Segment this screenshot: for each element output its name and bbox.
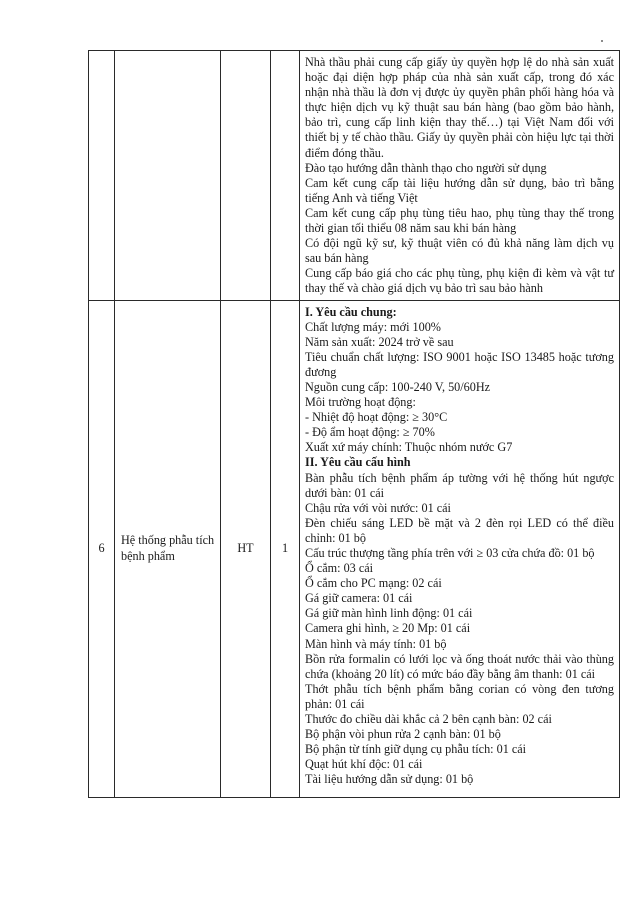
spec-line: Thước đo chiều dài khắc cả 2 bên cạnh bàn: 02 cái xyxy=(305,712,552,727)
spec-cell xyxy=(300,300,620,797)
spec-line: Đào tạo hướng dẫn thành thạo cho người sử dụng xyxy=(305,160,547,175)
spec-line: Bộ phận vòi phun rửa 2 cạnh bàn: 01 bộ xyxy=(305,727,501,742)
general-requirements xyxy=(305,320,614,456)
spec-line: Ổ cắm cho PC mạng: 02 cái xyxy=(305,576,442,591)
row-number-cell xyxy=(89,51,115,301)
spec-line: Nhà thầu phải cung cấp giấy ủy quyền hợp lệ do nhà sản xuất hoặc đại diện hợp pháp của nhà sản xuất cấp, trong đó xác nhận nhà thầu là đơn vị được ủy quyền phân phối hàng hóa và thực hiện dịch vụ kỹ thuật sau bán hàng (bao gồm bảo hành, bảo trì, cung cấp linh kiện thay thế…) tại Việt Nam đối với thiết bị y tế chào thầu. Giấy ủy quyền phải còn hiệu lực tại thời điểm đóng thầu. xyxy=(305,55,614,160)
spec-text xyxy=(300,51,619,300)
spec-line: Cam kết cung cấp phụ tùng tiêu hao, phụ tùng thay thế trong thời gian tối thiểu 08 năm sau khi bán hàng xyxy=(305,205,614,236)
spec-line: Bồn rửa formalin có lưới lọc và ống thoát nước thải vào thùng chứa (khoảng 20 lít) có mức báo đầy bằng âm thanh: 01 cái xyxy=(305,651,614,681)
spec-line: Chất lượng máy: mới 100% xyxy=(305,319,441,334)
spec-line: Cấu trúc thượng tầng phía trên với ≥ 03 cửa chứa đồ: 01 bộ xyxy=(305,546,595,560)
spec-line: Xuất xứ máy chính: Thuộc nhóm nước G7 xyxy=(305,440,513,455)
spec-line: Nguồn cung cấp: 100-240 V, 50/60Hz xyxy=(305,379,491,394)
spec-line: Bộ phận từ tính giữ dụng cụ phẫu tích: 01 cái xyxy=(305,742,527,757)
specification-table xyxy=(88,50,620,798)
spec-line: Có đội ngũ kỹ sư, kỹ thuật viên có đủ khả năng làm dịch vụ sau bán hàng xyxy=(305,236,614,266)
spec-line: Môi trường hoạt động: xyxy=(305,395,416,410)
spec-line: Tiêu chuẩn chất lượng: ISO 9001 hoặc ISO 13485 hoặc tương đương xyxy=(305,349,614,379)
spec-line: Gá giữ màn hình linh động: 01 cái xyxy=(305,606,473,621)
spec-line: Cung cấp báo giá cho các phụ tùng, phụ kiện đi kèm và vật tư thay thế và chào giá dịch vụ bảo trì sau bảo hành xyxy=(305,266,614,296)
quantity-cell: 1 xyxy=(271,300,300,797)
spec-line: Camera ghi hình, ≥ 20 Mp: 01 cái xyxy=(305,621,471,636)
spec-line: Quạt hút khí độc: 01 cái xyxy=(305,757,423,772)
quantity-cell xyxy=(271,51,300,301)
section-heading-general: I. Yêu cầu chung: xyxy=(305,304,397,319)
spec-line: Ổ cắm: 03 cái xyxy=(305,561,374,576)
spec-line: Đèn chiếu sáng LED bề mặt và 2 đèn rọi LED có thể điều chỉnh: 01 bộ xyxy=(305,515,614,545)
item-name-cell: Hệ thống phẫu tích bệnh phẩm xyxy=(115,300,221,797)
section-heading-config: II. Yêu cầu cấu hình xyxy=(305,455,411,470)
spec-text xyxy=(300,301,619,791)
spec-line: Năm sản xuất: 2024 trở về sau xyxy=(305,334,454,349)
item-name-cell xyxy=(115,51,221,301)
spec-line: Gá giữ camera: 01 cái xyxy=(305,591,413,606)
spec-line: Màn hình và máy tính: 01 bộ xyxy=(305,636,447,651)
table-row xyxy=(89,300,620,797)
spec-line: - Độ ẩm hoạt động: ≥ 70% xyxy=(305,425,435,440)
configuration-requirements xyxy=(305,471,614,788)
spec-line: Bàn phẫu tích bệnh phẩm áp tường với hệ thống hút ngược dưới bàn: 01 cái xyxy=(305,470,614,500)
spec-line: Tài liệu hướng dẫn sử dụng: 01 bộ xyxy=(305,772,474,787)
spec-line: - Nhiệt độ hoạt động: ≥ 30°C xyxy=(305,410,448,425)
unit-cell xyxy=(221,51,271,301)
spec-line: Cam kết cung cấp tài liệu hướng dẫn sử dụng, bảo trì bằng tiếng Anh và tiếng Việt xyxy=(305,175,614,205)
unit-cell: HT xyxy=(221,300,271,797)
spec-line: Chậu rửa với vòi nước: 01 cái xyxy=(305,500,451,515)
spec-cell xyxy=(300,51,620,301)
scan-speck xyxy=(601,40,603,42)
row-number-cell: 6 xyxy=(89,300,115,797)
table-row xyxy=(89,51,620,301)
spec-line: Thớt phẫu tích bệnh phẩm bằng corian có vòng đen tương phản: 01 cái xyxy=(305,681,614,711)
